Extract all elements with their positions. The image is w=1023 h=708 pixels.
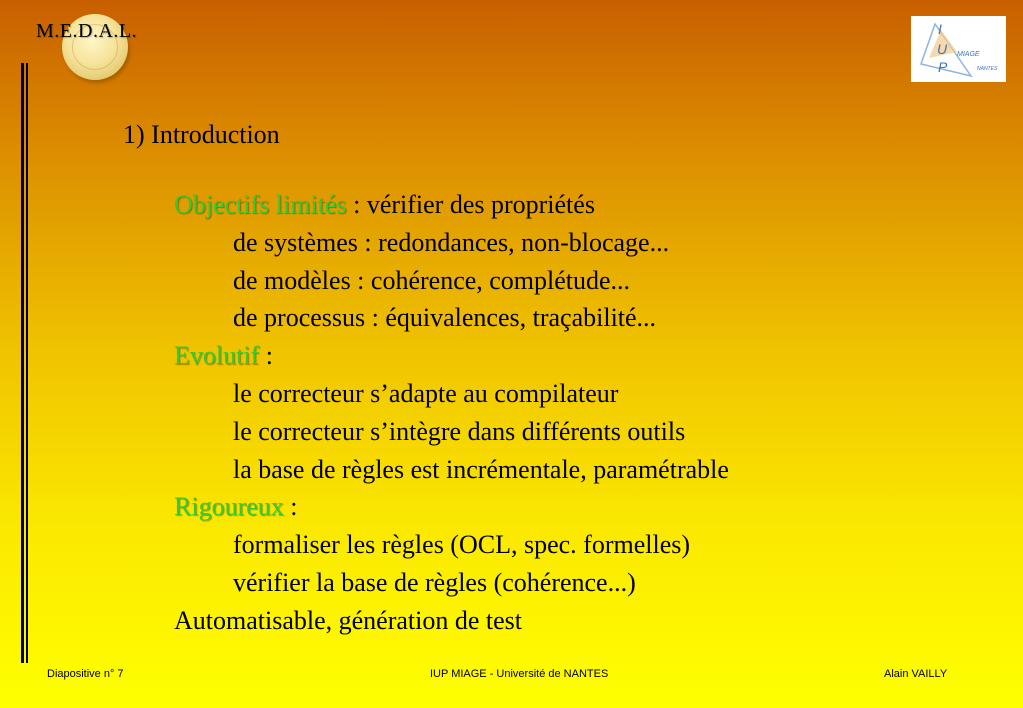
list-item: la base de règles est incrémentale, paramétrable xyxy=(233,454,729,484)
section-objectifs-rest: : vérifier des propriétés xyxy=(346,190,595,219)
section-objectifs-heading xyxy=(174,186,729,224)
list-item: de modèles : cohérence, complétude... xyxy=(233,265,631,295)
logo-letter-p: P xyxy=(938,59,948,75)
list-item: de processus : équivalences, traçabilité... xyxy=(233,303,657,333)
section-rigoureux-rest: : xyxy=(283,492,298,522)
left-rule-thick xyxy=(21,63,24,663)
list-item: vérifier la base de règles (cohérence...) xyxy=(233,567,636,597)
list-item: formaliser les règles (OCL, spec. formelles) xyxy=(233,530,691,560)
footer-institution: IUP MIAGE - Université de NANTES xyxy=(430,668,609,680)
list-item: le correcteur s’adapte au compilateur xyxy=(233,378,619,408)
list-item: le correcteur s’intègre dans différents outils xyxy=(233,416,686,446)
logo-miage: MIAGE xyxy=(957,51,980,58)
footer-author: Alain VAILLY xyxy=(884,668,948,680)
logo-letter-u: U xyxy=(937,41,948,57)
slide-heading: 1) Introduction xyxy=(123,120,280,149)
section-evolutif-rest: : xyxy=(259,341,273,371)
closing-line: Automatisable, génération de test xyxy=(174,605,523,635)
slide-number: Diapositive n° 7 xyxy=(47,668,124,680)
iup-miage-nantes-logo-icon xyxy=(911,16,1006,82)
left-rule-thin xyxy=(26,63,28,663)
list-item: de systèmes : redondances, non-blocage... xyxy=(233,227,670,257)
logo-nantes: NANTES xyxy=(977,66,998,72)
section-evolutif-heading xyxy=(174,337,729,375)
keyword-objectifs: Objectifs limités xyxy=(174,190,347,219)
keyword-evolutif: Evolutif xyxy=(174,341,260,371)
keyword-rigoureux: Rigoureux xyxy=(174,492,284,522)
logo-letter-i: I xyxy=(938,21,942,37)
slide-content xyxy=(174,186,729,640)
brand-title: M.E.D.A.L. xyxy=(36,20,138,42)
section-rigoureux-heading xyxy=(174,488,729,526)
